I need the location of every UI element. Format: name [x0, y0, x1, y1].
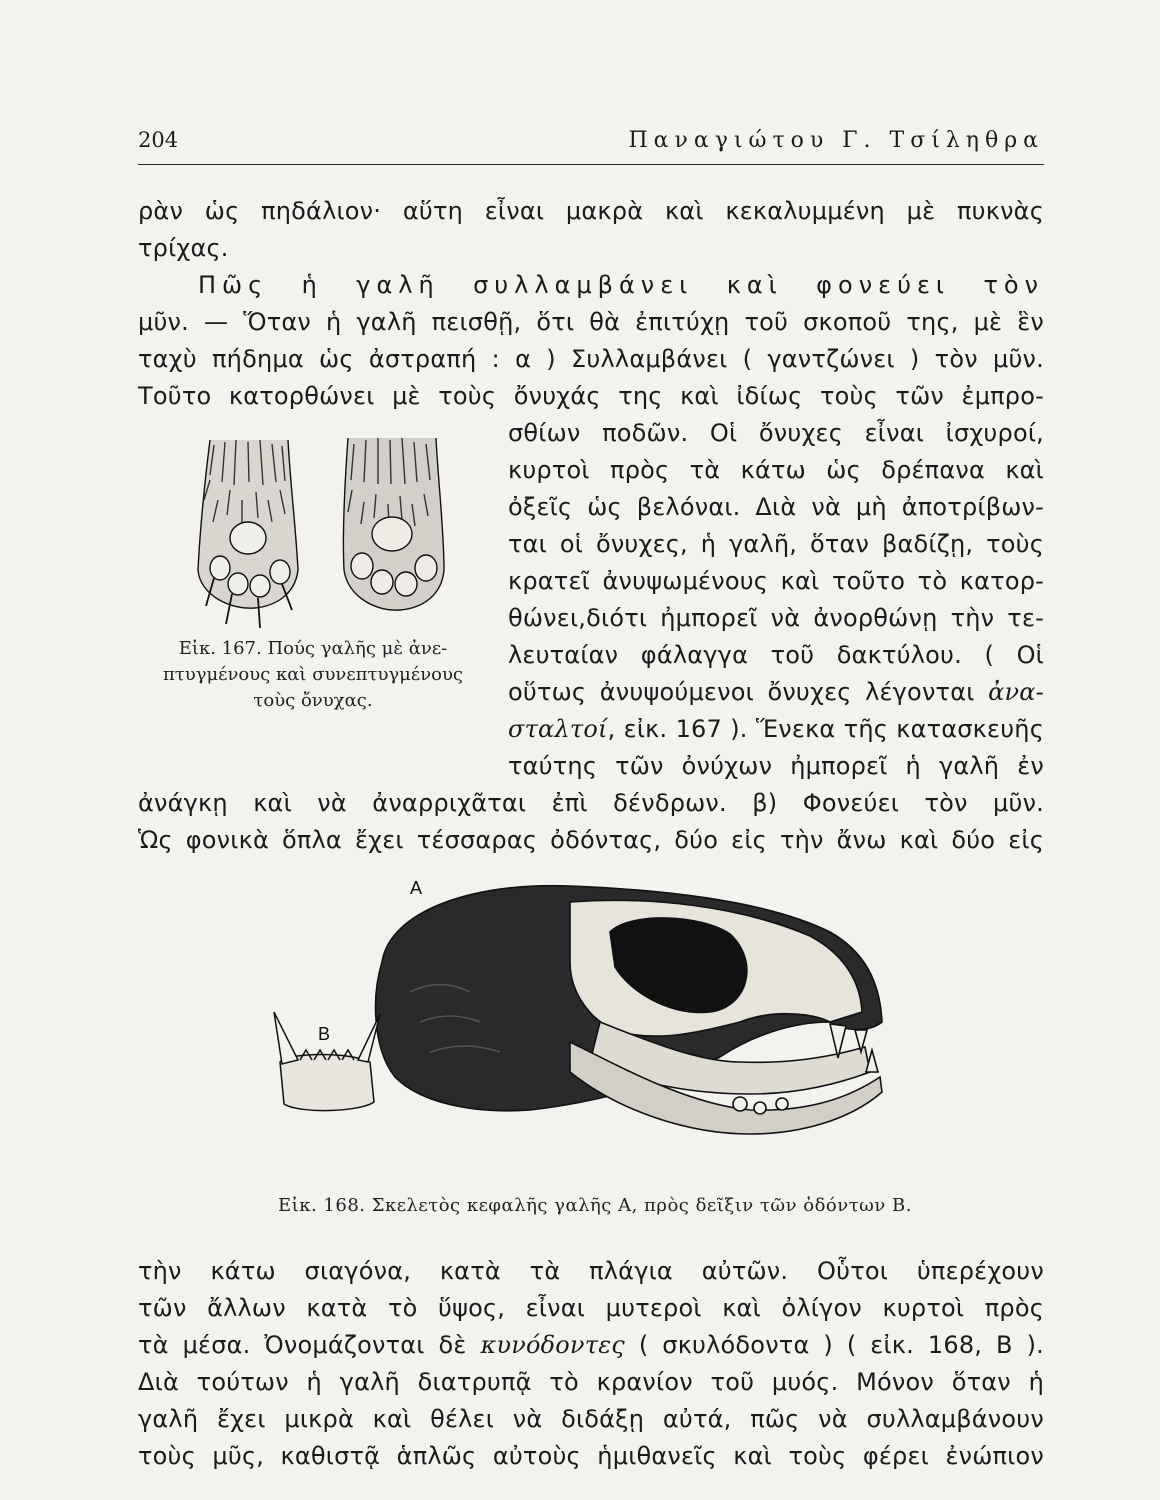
text-line: τρίχας.: [138, 234, 229, 262]
text-line: τῶν ἄλλων κατὰ τὸ ὕψος, εἶναι μυτεροὶ καὶ ὀλίγον κυρτοὶ πρὸς: [138, 1294, 1044, 1322]
text-line: Ὡς φονικὰ ὅπλα ἔχει τέσσαρας ὀδόντας, δύο εἰς τὴν ἄνω καὶ δύο εἰς: [138, 826, 1044, 854]
text-line: ὀξεῖς ὡς βελόναι. Διὰ νὰ μὴ ἀποτρίβων-: [508, 493, 1044, 521]
text-run: ( σκυλόδοντα ) ( εἰκ. 168, B ).: [624, 1331, 1044, 1359]
term-italic: κυνόδοντες: [480, 1331, 625, 1359]
text-line: ταύτης τῶν ὀνύχων ἠμπορεῖ ἡ γαλῆ ἐν: [508, 752, 1044, 780]
text-line: θώνει,διότι ἠμπορεῖ νὰ ἀνορθώνῃ τὴν τε-: [508, 604, 1044, 632]
figure-168-skull: [270, 872, 910, 1182]
text-run: , εἰκ. 167 ). Ἕνεκα τῆς κατασκευῆς: [607, 715, 1044, 743]
label-a: A: [410, 878, 423, 898]
figure-167-caption: [138, 636, 488, 714]
text-line: Διὰ τούτων ἡ γαλῆ διατρυπᾷ τὸ κρανίον τοῦ μυός. Μόνον ὅταν ἡ: [138, 1368, 1044, 1396]
term-italic: ἀνα-: [988, 678, 1044, 706]
paw-left-illustration: [198, 440, 298, 628]
text-line: [508, 675, 1044, 709]
running-head: Παναγιώτου Γ. Τσίληθρα: [628, 128, 1044, 153]
page-number: 204: [138, 128, 179, 152]
text-line: Τοῦτο κατορθώνει μὲ τοὺς ὄνυχάς της καὶ ἰδίως τοὺς τῶν ἐμπρο-: [138, 382, 1044, 410]
caption-line: πτυγμένους καὶ συνεπτυγμένους: [162, 664, 464, 685]
text-line: γαλῆ ἔχει μικρὰ καὶ θέλει νὰ διδάξῃ αὐτά, πῶς νὰ συλλαμβάνουν: [138, 1405, 1044, 1433]
label-b: B: [318, 1024, 331, 1044]
text-line: ἀνάγκῃ καὶ νὰ ἀναρριχᾶται ἐπὶ δένδρων. β) Φονεύει τὸν μῦν.: [138, 789, 1044, 817]
text-line: [508, 712, 1044, 746]
text-line: ται οἱ ὄνυχες, ἡ γαλῆ, ὅταν βαδίζῃ, τοὺς: [508, 530, 1044, 558]
text-run: τὰ μέσα. Ὀνομάζονται δὲ: [138, 1331, 481, 1359]
figure-168-caption: Εἰκ. 168. Σκελετὸς κεφαλῆς γαλῆς A, πρὸς δεῖξιν τῶν ὀδόντων B.: [278, 1195, 912, 1216]
header-rule: [138, 164, 1044, 165]
caption-line: τοὺς ὄνυχας.: [253, 690, 373, 711]
term-italic: σταλτοί: [508, 715, 608, 743]
caption-line: Εἰκ. 167. Πούς γαλῆς μὲ ἀνε-: [178, 638, 448, 659]
text-line: μῦν. — Ὅταν ἡ γαλῆ πεισθῇ, ὅτι θὰ ἐπιτύχῃ τοῦ σκοποῦ της, μὲ ἓν: [138, 308, 1044, 336]
text-line: τοὺς μῦς, καθιστᾷ ἁπλῶς αὐτοὺς ἡμιθανεῖς καὶ τοὺς φέρει ἐνώπιον: [138, 1442, 1044, 1470]
figure-167-paws: [170, 420, 470, 630]
text-line: τὴν κάτω σιαγόνα, κατὰ τὰ πλάγια αὐτῶν. Οὗτοι ὑπερέχουν: [138, 1257, 1044, 1285]
page-header: [138, 128, 1044, 160]
text-line: ταχὺ πήδημα ὡς ἀστραπή : α ) Συλλαμβάνει ( γαντζώνει ) τὸν μῦν.: [138, 345, 1044, 373]
text-line: κρατεῖ ἀνυψωμένους καὶ τοῦτο τὸ κατορ-: [508, 567, 1044, 595]
text-line: λευταίαν φάλαγγα τοῦ δακτύλου. ( Οἱ: [508, 641, 1044, 669]
text-line: ρὰν ὡς πηδάλιον· αὕτη εἶναι μακρὰ καὶ κεκαλυμμένη μὲ πυκνὰς: [138, 197, 1044, 225]
section-heading: Πῶς ἡ γαλῆ συλλαμβάνει καὶ φονεύει τὸν: [198, 271, 1044, 299]
text-line: [138, 1328, 1044, 1362]
text-run: οὕτως ἀνυψούμενοι ὄνυχες λέγονται: [508, 678, 989, 706]
text-line: κυρτοὶ πρὸς τὰ κάτω ὡς δρέπανα καὶ: [508, 456, 1044, 484]
text-line: σθίων ποδῶν. Οἱ ὄνυχες εἶναι ἰσχυροί,: [508, 419, 1044, 447]
paw-right-illustration: [343, 438, 444, 610]
skull-illustration: [376, 886, 882, 1134]
